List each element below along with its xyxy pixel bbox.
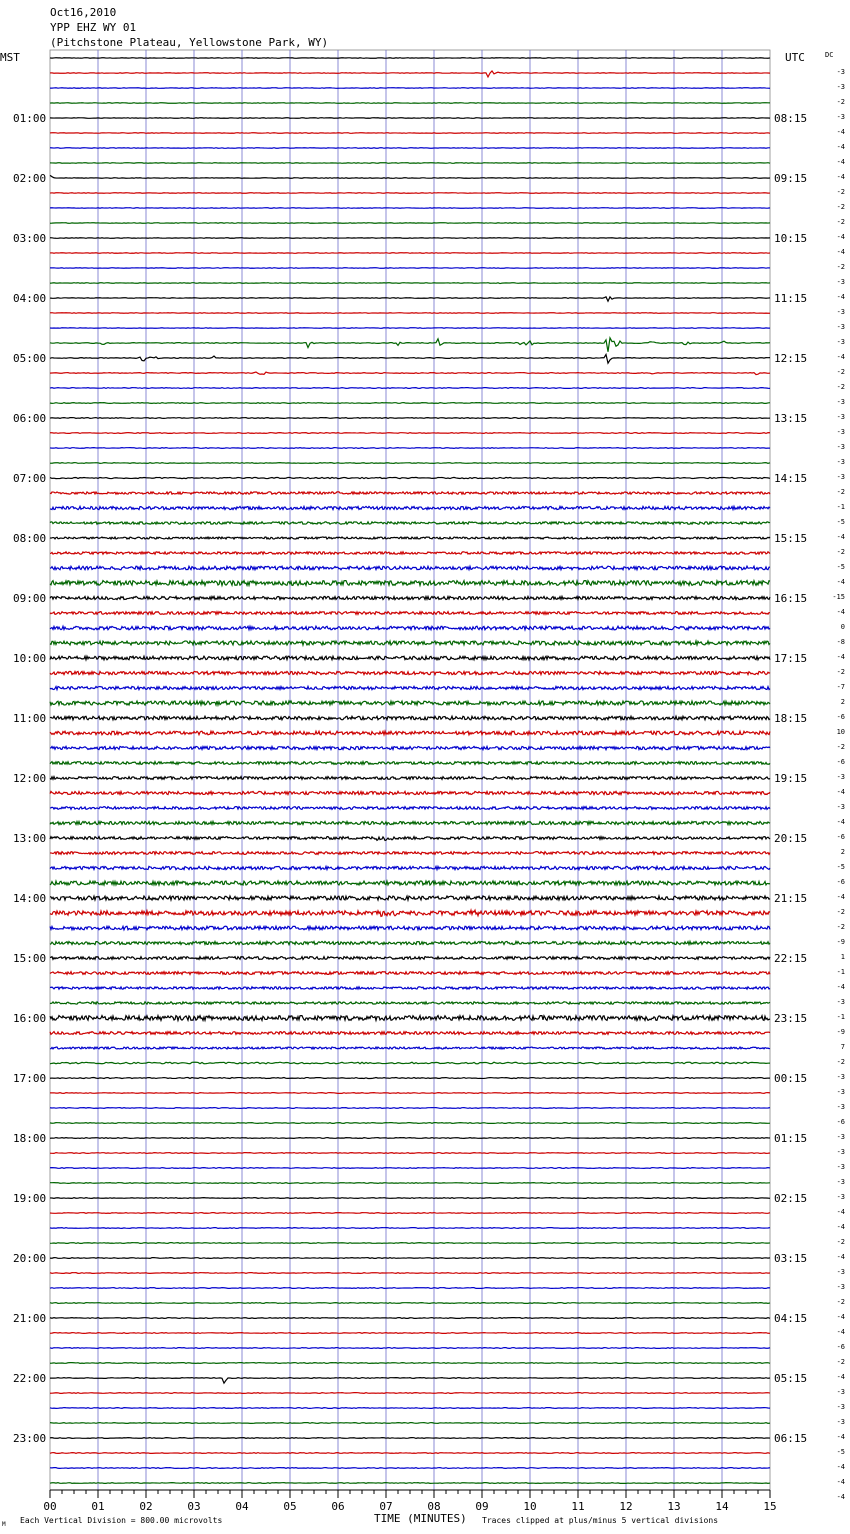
hour-label-left: 05:00: [13, 352, 47, 365]
hour-label-left: 08:00: [13, 532, 47, 545]
hour-label-left: 07:00: [13, 472, 47, 485]
dc-offset-label: -4: [836, 1208, 845, 1216]
seismic-trace: [50, 238, 770, 239]
seismic-trace: [50, 656, 770, 660]
seismic-trace: [50, 1393, 770, 1394]
dc-offset-label: -8: [836, 638, 845, 646]
seismic-trace: [50, 926, 770, 930]
seismic-trace: [50, 418, 770, 419]
hour-label-right: 00:15: [774, 1072, 808, 1085]
dc-offset-label: -4: [836, 1478, 845, 1486]
hour-label-right: 19:15: [774, 772, 808, 785]
dc-offset-label: 0: [840, 623, 845, 631]
dc-offset-label: -3: [836, 278, 845, 286]
seismic-trace: [50, 1453, 770, 1454]
hour-label-left: 14:00: [13, 892, 47, 905]
hour-labels-left: [13, 112, 46, 1445]
hour-label-left: 23:00: [13, 1432, 47, 1445]
hour-label-right: 03:15: [774, 1252, 808, 1265]
hour-label-right: 13:15: [774, 412, 808, 425]
seismic-trace: [50, 852, 770, 855]
seismic-trace: [50, 881, 770, 885]
hour-label-left: 19:00: [13, 1192, 47, 1205]
dc-offset-label: -2: [836, 1358, 845, 1366]
seismic-trace: [50, 223, 770, 224]
dc-offset-label: -2: [836, 188, 845, 196]
seismic-trace: [50, 1438, 770, 1439]
dc-offset-label: -4: [836, 1313, 845, 1321]
x-tick-label: 06: [331, 1500, 345, 1513]
seismic-trace: [50, 1273, 770, 1274]
dc-offset-label: -6: [836, 1343, 845, 1351]
hour-label-left: 09:00: [13, 592, 47, 605]
seismic-trace: [50, 821, 770, 824]
x-tick-label: 13: [667, 1500, 681, 1513]
hour-label-right: 14:15: [774, 472, 808, 485]
seismic-trace: [50, 403, 770, 404]
hour-label-right: 12:15: [774, 352, 808, 365]
dc-offset-label: -4: [836, 173, 845, 181]
dc-offset-label: -3: [836, 413, 845, 421]
seismic-trace: [50, 1078, 770, 1079]
hour-label-left: 10:00: [13, 652, 47, 665]
seismic-trace: [50, 208, 770, 209]
dc-offset-label: -4: [836, 608, 845, 616]
x-tick-label: 10: [523, 1500, 537, 1513]
seismic-trace: [50, 762, 770, 765]
x-tick-label: 14: [715, 1500, 729, 1513]
hour-label-right: 08:15: [774, 112, 808, 125]
x-tick-label: 11: [571, 1500, 585, 1513]
dc-offset-label: -4: [836, 1433, 845, 1441]
dc-offset-label: -2: [836, 1298, 845, 1306]
dc-offset-label: -4: [836, 143, 845, 151]
hour-label-left: 20:00: [13, 1252, 47, 1265]
x-axis: [43, 1490, 776, 1513]
seismic-trace: [50, 58, 770, 59]
dc-offset-label: -4: [836, 1373, 845, 1381]
hour-label-right: 22:15: [774, 952, 808, 965]
dc-offset-label: -15: [832, 593, 845, 601]
dc-offset-label: -3: [836, 113, 845, 121]
seismic-trace: [50, 731, 770, 735]
dc-offset-label: -3: [836, 1403, 845, 1411]
dc-offset-label: 7: [840, 1043, 845, 1051]
seismic-trace: [50, 552, 770, 554]
seismic-trace: [50, 388, 770, 389]
seismic-trace: [50, 746, 770, 749]
dc-offset-label: -3: [836, 1163, 845, 1171]
dc-offset-label: -2: [836, 548, 845, 556]
seismic-trace: [50, 313, 770, 314]
hour-label-right: 16:15: [774, 592, 808, 605]
hour-label-left: 17:00: [13, 1072, 47, 1085]
dc-offset-label: -2: [836, 743, 845, 751]
x-tick-label: 04: [235, 1500, 249, 1513]
seismic-trace: [50, 1016, 770, 1021]
seismic-trace: [50, 433, 770, 434]
seismic-trace: [50, 1303, 770, 1304]
dc-offset-label: -2: [836, 203, 845, 211]
seismic-trace: [50, 626, 770, 630]
dc-offset-label: -3: [836, 1388, 845, 1396]
dc-offset-label: -4: [836, 128, 845, 136]
dc-offset-label: -4: [836, 1463, 845, 1471]
hour-label-right: 17:15: [774, 652, 808, 665]
dc-offset-label: -4: [836, 578, 845, 586]
seismic-trace: [50, 522, 770, 524]
plot-frame: [50, 50, 770, 1490]
dc-offset-label: -6: [836, 758, 845, 766]
dc-offset-label: -6: [836, 878, 845, 886]
seismic-trace: [50, 612, 770, 615]
header-date: Oct16,2010: [50, 6, 117, 19]
dc-offset-label: -3: [836, 1178, 845, 1186]
seismic-trace: [50, 1153, 770, 1154]
hour-label-left: 12:00: [13, 772, 47, 785]
seismic-trace: [50, 338, 770, 352]
header-station: YPP EHZ WY 01: [50, 21, 137, 34]
seismic-trace: [50, 1378, 770, 1383]
seismic-trace: [50, 701, 770, 705]
x-tick-label: 02: [139, 1500, 153, 1513]
seismic-trace: [50, 477, 770, 478]
dc-offset-label: -3: [836, 458, 845, 466]
seismic-trace: [50, 1258, 770, 1259]
dc-offset-label: -4: [836, 293, 845, 301]
dc-offset-label: -3: [836, 323, 845, 331]
dc-offset-label: -3: [836, 803, 845, 811]
seismic-trace: [50, 807, 770, 810]
x-tick-label: 00: [43, 1500, 57, 1513]
dc-offset-label: -4: [836, 353, 845, 361]
dc-offset-label: -7: [836, 683, 845, 691]
seismic-trace: [50, 671, 770, 674]
seismic-trace: [50, 328, 770, 329]
dc-offset-label: -5: [836, 1448, 845, 1456]
left-axis-label: MST: [0, 51, 20, 64]
seismic-trace: [50, 1408, 770, 1409]
hour-label-right: 11:15: [774, 292, 808, 305]
seismic-trace: [50, 1483, 770, 1484]
hour-label-left: 21:00: [13, 1312, 47, 1325]
seismic-trace: [50, 1047, 770, 1049]
dc-offset-label: -3: [836, 398, 845, 406]
hour-label-left: 11:00: [13, 712, 47, 725]
seismic-trace: [50, 88, 770, 89]
dc-offset-label: -3: [836, 473, 845, 481]
dc-offset-label: -2: [836, 383, 845, 391]
seismic-trace: [50, 1183, 770, 1184]
dc-offset-label: -4: [836, 1493, 845, 1501]
dc-offset-label: -2: [836, 218, 845, 226]
hour-label-left: 03:00: [13, 232, 47, 245]
seismic-trace: [50, 1243, 770, 1244]
dc-offset-label: -2: [836, 1058, 845, 1066]
dc-offset-label: -5: [836, 563, 845, 571]
seismic-trace: [50, 1093, 770, 1094]
dc-offset-label: -3: [836, 1088, 845, 1096]
dc-offset-label: -4: [836, 1328, 845, 1336]
seismic-trace: [50, 163, 770, 164]
seismic-trace: [50, 1108, 770, 1109]
clip-note: Traces clipped at plus/minus 5 vertical divisions: [482, 1516, 719, 1525]
hour-label-right: 09:15: [774, 172, 808, 185]
hour-label-right: 18:15: [774, 712, 808, 725]
seismic-trace: [50, 716, 770, 720]
dc-offset-label: -3: [836, 1148, 845, 1156]
seismic-trace: [50, 1288, 770, 1289]
hour-label-right: 06:15: [774, 1432, 808, 1445]
corner-mark: M: [2, 1521, 6, 1528]
seismic-trace: [50, 1123, 770, 1124]
seismic-trace: [50, 492, 770, 494]
seismic-trace: [50, 448, 770, 449]
seismic-trace: [50, 837, 770, 841]
x-tick-label: 01: [91, 1500, 105, 1513]
dc-offset-labels: [832, 68, 845, 1501]
seismic-trace: [50, 777, 770, 780]
dc-offset-label: -1: [836, 968, 845, 976]
dc-offset-label: -4: [836, 1223, 845, 1231]
x-tick-label: 07: [379, 1500, 393, 1513]
dc-offset-label: -3: [836, 68, 845, 76]
hour-label-left: 15:00: [13, 952, 47, 965]
dc-offset-label: 1: [840, 953, 845, 961]
seismic-trace: [50, 566, 770, 570]
x-axis-title: TIME (MINUTES): [374, 1512, 467, 1525]
dc-offset-label: -3: [836, 308, 845, 316]
dc-offset-label: -5: [836, 518, 845, 526]
dc-offset-label: -3: [836, 83, 845, 91]
hour-label-right: 23:15: [774, 1012, 808, 1025]
dc-offset-label: -6: [836, 713, 845, 721]
dc-offset-label: -9: [836, 1028, 845, 1036]
dc-offset-label: -4: [836, 248, 845, 256]
seismic-trace: [50, 1168, 770, 1169]
seismic-trace: [50, 118, 770, 119]
dc-offset-label: -4: [836, 653, 845, 661]
dc-offset-label: -5: [836, 863, 845, 871]
seismic-trace: [50, 1198, 770, 1199]
dc-offset-label: -4: [836, 983, 845, 991]
dc-offset-label: -4: [836, 533, 845, 541]
seismic-trace: [50, 1318, 770, 1319]
hour-label-right: 01:15: [774, 1132, 808, 1145]
dc-offset-label: -2: [836, 263, 845, 271]
seismic-trace: [50, 686, 770, 689]
dc-offset-label: -3: [836, 1418, 845, 1426]
seismic-trace: [50, 354, 770, 363]
seismic-trace: [50, 1213, 770, 1214]
seismic-trace: [50, 103, 770, 104]
hour-label-right: 04:15: [774, 1312, 808, 1325]
hour-label-left: 18:00: [13, 1132, 47, 1145]
dc-offset-label: -2: [836, 98, 845, 106]
header-location: (Pitchstone Plateau, Yellowstone Park, WY): [50, 36, 329, 49]
seismic-trace: [50, 253, 770, 254]
seismic-trace: [50, 283, 770, 284]
scale-note: Each Vertical Division = 800.00 microvolts: [20, 1516, 223, 1525]
seismic-trace: [50, 1468, 770, 1469]
dc-offset-label: -3: [836, 1133, 845, 1141]
seismic-trace: [50, 1138, 770, 1139]
dc-offset-label: -2: [836, 908, 845, 916]
dc-offset-label: -2: [836, 923, 845, 931]
seismic-trace: [50, 972, 770, 975]
dc-offset-label: 10: [836, 728, 845, 736]
dc-offset-label: -3: [836, 998, 845, 1006]
seismic-trace: [50, 866, 770, 869]
dc-offset-label: -1: [836, 1013, 845, 1021]
dc-offset-label: -3: [836, 1193, 845, 1201]
hour-label-right: 05:15: [774, 1372, 808, 1385]
seismic-trace: [50, 1363, 770, 1364]
seismic-trace: [50, 910, 770, 916]
dc-offset-label: 2: [840, 698, 845, 706]
dc-offset-label: -6: [836, 1118, 845, 1126]
hour-label-right: 10:15: [774, 232, 808, 245]
dc-offset-label: -2: [836, 488, 845, 496]
dc-offset-label: -4: [836, 818, 845, 826]
seismic-trace: [50, 1002, 770, 1004]
dc-offset-label: -6: [836, 833, 845, 841]
seismic-trace: [50, 1333, 770, 1334]
seismic-trace: [50, 71, 770, 77]
seismic-trace: [50, 175, 770, 178]
dc-offset-label: -2: [836, 1238, 845, 1246]
seismic-trace: [50, 463, 770, 464]
dc-offset-label: -3: [836, 428, 845, 436]
seismic-trace: [50, 941, 770, 944]
seismic-trace: [50, 596, 770, 599]
seismic-trace: [50, 1032, 770, 1035]
seismic-trace: [50, 297, 770, 301]
hour-label-left: 13:00: [13, 832, 47, 845]
hour-label-right: 21:15: [774, 892, 808, 905]
x-tick-label: 15: [763, 1500, 777, 1513]
dc-offset-label: -2: [836, 668, 845, 676]
seismic-trace: [50, 506, 770, 509]
dc-offset-label: -4: [836, 1253, 845, 1261]
hour-label-right: 20:15: [774, 832, 808, 845]
seismic-trace: [50, 896, 770, 900]
seismic-trace: [50, 372, 770, 375]
right-axis-label: UTC: [785, 51, 805, 64]
hour-label-left: 16:00: [13, 1012, 47, 1025]
hour-label-left: 02:00: [13, 172, 47, 185]
x-tick-label: 03: [187, 1500, 201, 1513]
seismic-trace: [50, 987, 770, 989]
dc-offset-label: -4: [836, 158, 845, 166]
dc-offset-label: -3: [836, 443, 845, 451]
seismic-trace: [50, 1228, 770, 1229]
seismic-trace: [50, 581, 770, 586]
traces-group: [50, 58, 770, 1484]
seismic-trace: [50, 1062, 770, 1064]
seismic-trace: [50, 268, 770, 269]
dc-offset-label: -3: [836, 1283, 845, 1291]
dc-offset-label: -3: [836, 338, 845, 346]
hour-label-left: 06:00: [13, 412, 47, 425]
hour-label-right: 02:15: [774, 1192, 808, 1205]
hour-label-right: 15:15: [774, 532, 808, 545]
dc-offset-label: -1: [836, 503, 845, 511]
x-tick-label: 09: [475, 1500, 489, 1513]
seismic-trace: [50, 1423, 770, 1424]
hour-labels-right: [774, 112, 807, 1445]
seismic-trace: [50, 133, 770, 134]
x-tick-label: 12: [619, 1500, 633, 1513]
seismic-trace: [50, 791, 770, 794]
x-tick-label: 08: [427, 1500, 441, 1513]
seismic-trace: [50, 193, 770, 194]
seismic-trace: [50, 641, 770, 645]
seismic-trace: [50, 148, 770, 149]
dc-offset-label: -4: [836, 893, 845, 901]
x-tick-label: 05: [283, 1500, 297, 1513]
dc-offset-label: 2: [840, 848, 845, 856]
hour-label-left: 04:00: [13, 292, 47, 305]
dc-label: DC: [825, 51, 834, 59]
hour-label-left: 01:00: [13, 112, 47, 125]
dc-offset-label: -3: [836, 1268, 845, 1276]
minute-gridlines: [98, 50, 722, 1490]
dc-offset-label: -3: [836, 773, 845, 781]
seismic-trace: [50, 1348, 770, 1349]
seismic-trace: [50, 957, 770, 960]
dc-offset-label: -3: [836, 1103, 845, 1111]
dc-offset-label: -2: [836, 368, 845, 376]
hour-label-left: 22:00: [13, 1372, 47, 1385]
seismic-trace: [50, 537, 770, 539]
dc-offset-label: -4: [836, 788, 845, 796]
dc-offset-label: -3: [836, 1073, 845, 1081]
dc-offset-label: -9: [836, 938, 845, 946]
dc-offset-label: -4: [836, 233, 845, 241]
